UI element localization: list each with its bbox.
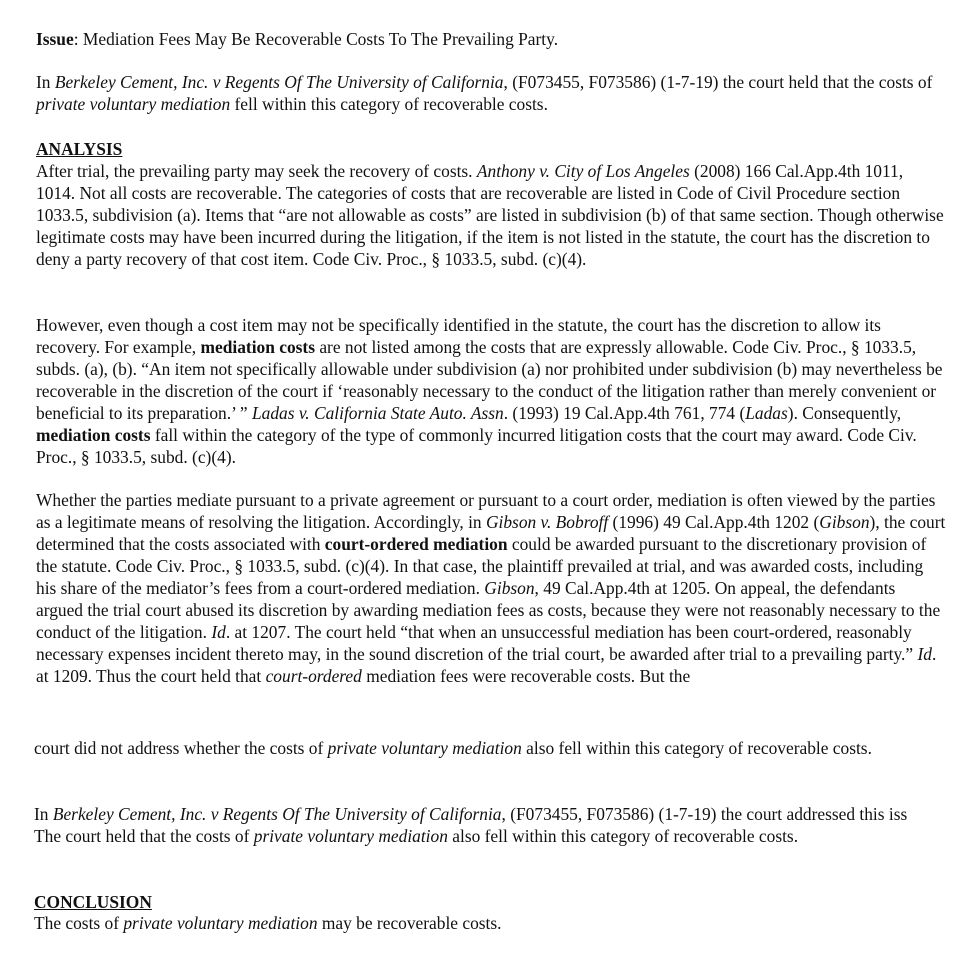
analysis-heading: ANALYSIS — [36, 139, 123, 159]
id-citation: Id — [917, 644, 932, 664]
text-run: , (F073455, F073586) (1-7-19) the court held that the costs of — [503, 72, 933, 92]
id-citation: Id — [211, 622, 226, 642]
text-run: mediation fees were recoverable costs. But the — [361, 666, 691, 686]
conclusion-heading: CONCLUSION — [34, 892, 152, 912]
issue-label: Issue — [36, 29, 74, 49]
analysis-paragraph-4 — [34, 737, 944, 759]
case-short-name: Gibson — [819, 512, 870, 532]
text-run: could be awarded pursuant to the discretionary provision of the statute. Code Civ. Proc., § 1033.5, subd. (c)(4). In that case, the plaintiff prevailed at trial, and was awarded costs, including his share of the mediator’s fees from a court-ordered mediation. — [36, 534, 927, 598]
intro-paragraph — [36, 71, 946, 115]
issue-text: : Mediation Fees May Be Recoverable Costs To The Prevailing Party. — [73, 29, 559, 49]
bold-term: court-ordered mediation — [324, 534, 508, 554]
text-run: , (F073455, F073586) (1-7-19) the court addressed this iss — [501, 804, 908, 824]
emphasis: court-ordered — [265, 666, 362, 686]
text-run: fell within this category of recoverable costs. — [230, 94, 548, 114]
case-name: Berkeley Cement, Inc. v Regents Of The University of California — [54, 72, 504, 92]
text-run: In — [36, 72, 55, 92]
emphasis: private voluntary mediation — [253, 826, 448, 846]
bold-term: mediation costs — [200, 337, 315, 357]
text-run: fall within the category of the type of commonly incurred litigation costs that the court may award. Code Civ. Proc., § 1033.5, subd. (c)(4). — [36, 425, 917, 467]
analysis-paragraph-1 — [36, 160, 946, 270]
text-run: are not listed among the costs that are expressly allowable. Code Civ. Proc., § 1033.5, subds. (a), (b). “An item not specifically allowable under subdivision (a) nor prohibited under subdivision (b) may nevertheless be recoverable in the discretion of the court if ‘reasonably necessary to the conduct of the litigation rather than merely convenient or beneficial to its preparation.’ ” — [36, 337, 943, 423]
emphasis: private voluntary mediation — [36, 94, 231, 114]
text-run: . (1993) 19 Cal.App.4th 761, 774 ( — [503, 403, 746, 423]
text-run: The costs of — [34, 913, 124, 933]
case-short-name: Gibson — [484, 578, 535, 598]
text-run: also fell within this category of recoverable costs. — [521, 738, 872, 758]
text-run: After trial, the prevailing party may seek the recovery of costs. — [36, 161, 477, 181]
emphasis: private voluntary mediation — [327, 738, 522, 758]
issue-line — [36, 28, 946, 50]
text-run: also fell within this category of recoverable costs. — [447, 826, 799, 846]
bold-term: mediation costs — [36, 425, 151, 445]
text-run: ). Consequently, — [787, 403, 902, 423]
case-short-name: Ladas — [745, 403, 788, 423]
case-name: Gibson v. Bobroff — [485, 512, 609, 532]
case-name: Ladas v. California State Auto. Assn — [252, 403, 504, 423]
emphasis: private voluntary mediation — [123, 913, 318, 933]
conclusion-paragraph — [34, 912, 944, 934]
text-run: may be recoverable costs. — [317, 913, 502, 933]
text-run: court did not address whether the costs of — [34, 738, 328, 758]
text-run: (1996) 49 Cal.App.4th 1202 ( — [608, 512, 820, 532]
text-run: , 49 Cal.App.4th at 1205. On appeal, the defendants argued the trial court abused its discretion by awarding mediation fees as costs, because they were not reasonably necessary to the conduct of the litigation. — [36, 578, 941, 642]
analysis-paragraph-3 — [36, 489, 946, 687]
text-run: The court held that the costs of — [34, 826, 254, 846]
text-run: (2008) 166 Cal.App.4th 1011, 1014. Not all costs are recoverable. The categories of costs that are recoverable are listed in Code of Civil Procedure section 1033.5, subdivision (a). Items that “are not allowable as costs” are listed in subdivision (b) of that same section. Though otherwise legitimate costs may have been incurred during the litigation, if the item is not listed in the statute, the court has the discretion to deny a party recovery of that cost item. Code Civ. Proc., § 1033.5, subd. (c)(4). — [36, 161, 944, 269]
text-run: ), the court determined that the costs associated with — [36, 512, 946, 554]
analysis-paragraph-2 — [36, 314, 946, 468]
case-name: Anthony v. City of Los Angeles — [476, 161, 690, 181]
text-run: . at 1209. Thus the court held that — [36, 644, 937, 686]
text-run: Whether the parties mediate pursuant to a private agreement or pursuant to a court order, mediation is often viewed by the parties as a legitimate means of resolving the litigation. Accordingly, in — [36, 490, 936, 532]
case-name: Berkeley Cement, Inc. v Regents Of The University of California — [52, 804, 502, 824]
text-run: In — [34, 804, 53, 824]
analysis-paragraph-5 — [34, 803, 944, 847]
text-run: However, even though a cost item may not be specifically identified in the statute, the court has the discretion to allow its recovery. For example, — [36, 315, 881, 357]
text-run: . at 1207. The court held “that when an unsuccessful mediation has been court-ordered, reasonably necessary expenses incident thereto may, in the sound discretion of the trial court, be awarded after trial to a prevailing party.” — [36, 622, 918, 664]
